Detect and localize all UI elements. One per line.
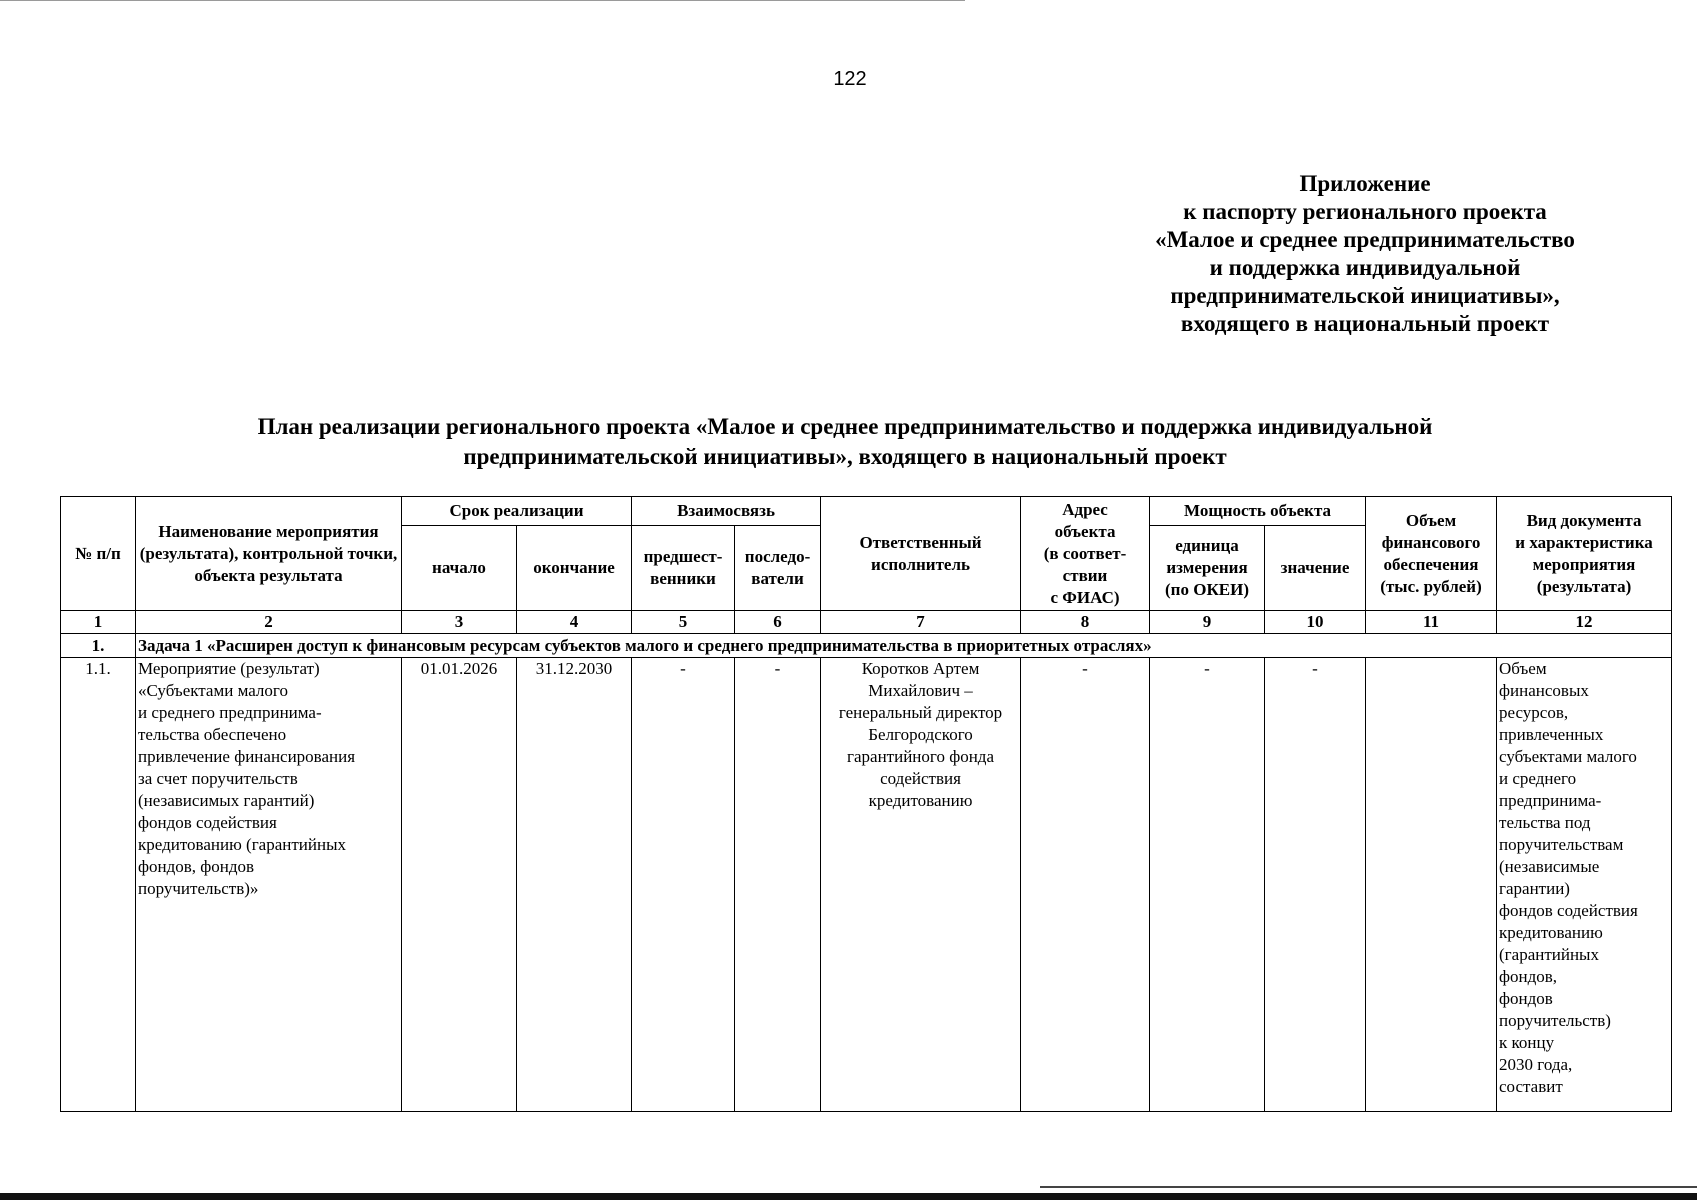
header-link: Взаимосвязь [632, 497, 821, 526]
address-value: - [1021, 658, 1150, 1112]
header-unit: единица измерения (по ОКЕИ) [1150, 526, 1265, 611]
appendix-header [1110, 170, 1620, 338]
header-address: Адрес объекта (в соответ- ствии с ФИАС) [1021, 497, 1150, 611]
document-description: Объем финансовых ресурсов, привлеченных субъектами малого и среднего предпринима- тельства под поручительствам (независимые гарантии) фондов содействия кредитованию (гарантийных фондов, фондов поручительств) к концу 2030 года, составит [1497, 658, 1672, 1112]
column-number: 5 [632, 611, 735, 634]
column-number: 8 [1021, 611, 1150, 634]
header-value: значение [1265, 526, 1366, 611]
column-number: 7 [821, 611, 1021, 634]
implementation-plan-table [60, 496, 1672, 1112]
successors-value: - [735, 658, 821, 1112]
appendix-line: Приложение [1299, 171, 1431, 196]
header-name: Наименование мероприятия (результата), контрольной точки, объекта результата [136, 497, 402, 611]
appendix-line: «Малое и среднее предпринимательство [1155, 227, 1575, 252]
unit-value: - [1150, 658, 1265, 1112]
column-number: 3 [402, 611, 517, 634]
bottom-edge-bar [0, 1193, 1697, 1200]
column-number-row [61, 611, 1672, 634]
header-successors: последо- ватели [735, 526, 821, 611]
header-num: № п/п [61, 497, 136, 611]
row-number: 1.1. [61, 658, 136, 1112]
header-document: Вид документа и характеристика мероприятия (результата) [1497, 497, 1672, 611]
event-name: Мероприятие (результат) «Субъектами малого и среднего предпринима- тельства обеспечено привлечение финансирования за счет поручительств (независимых гарантий) фондов содействия кредитованию (гарантийных фондов, фондов поручительств)» [136, 658, 402, 1112]
column-number: 10 [1265, 611, 1366, 634]
column-number: 1 [61, 611, 136, 634]
header-predecessors: предшест- венники [632, 526, 735, 611]
column-number: 12 [1497, 611, 1672, 634]
column-number: 9 [1150, 611, 1265, 634]
header-term: Срок реализации [402, 497, 632, 526]
capacity-value: - [1265, 658, 1366, 1112]
task-number: 1. [61, 634, 136, 658]
task-row [61, 634, 1672, 658]
plan-title [100, 412, 1590, 472]
column-number: 2 [136, 611, 402, 634]
predecessors-value: - [632, 658, 735, 1112]
top-divider-line [0, 0, 965, 1]
header-responsible: Ответственный исполнитель [821, 497, 1021, 611]
plan-title-line: План реализации регионального проекта «Малое и среднее предпринимательство и поддержка индивидуальной [257, 414, 1433, 439]
page-number: 122 [833, 68, 867, 90]
task-title: Задача 1 «Расширен доступ к финансовым ресурсам субъектов малого и среднего предпринимательства в приоритетных отраслях» [136, 634, 1672, 658]
finance-value [1366, 658, 1497, 1112]
column-number: 6 [735, 611, 821, 634]
responsible-person: Коротков Артем Михайлович – генеральный директор Белгородского гарантийного фонда содействия кредитованию [821, 658, 1021, 1112]
end-date: 31.12.2030 [517, 658, 632, 1112]
appendix-line: к паспорту регионального проекта [1183, 199, 1547, 224]
plan-title-line: предпринимательской инициативы», входящего в национальный проект [463, 444, 1227, 469]
table-row [61, 658, 1672, 1112]
header-start: начало [402, 526, 517, 611]
header-finance: Объем финансового обеспечения (тыс. рублей) [1366, 497, 1497, 611]
header-end: окончание [517, 526, 632, 611]
appendix-line: и поддержка индивидуальной [1209, 255, 1521, 280]
bottom-thin-line [1040, 1186, 1697, 1188]
column-number: 11 [1366, 611, 1497, 634]
appendix-line: входящего в национальный проект [1180, 311, 1550, 336]
appendix-line: предпринимательской инициативы», [1170, 283, 1560, 308]
column-number: 4 [517, 611, 632, 634]
start-date: 01.01.2026 [402, 658, 517, 1112]
header-capacity: Мощность объекта [1150, 497, 1366, 526]
